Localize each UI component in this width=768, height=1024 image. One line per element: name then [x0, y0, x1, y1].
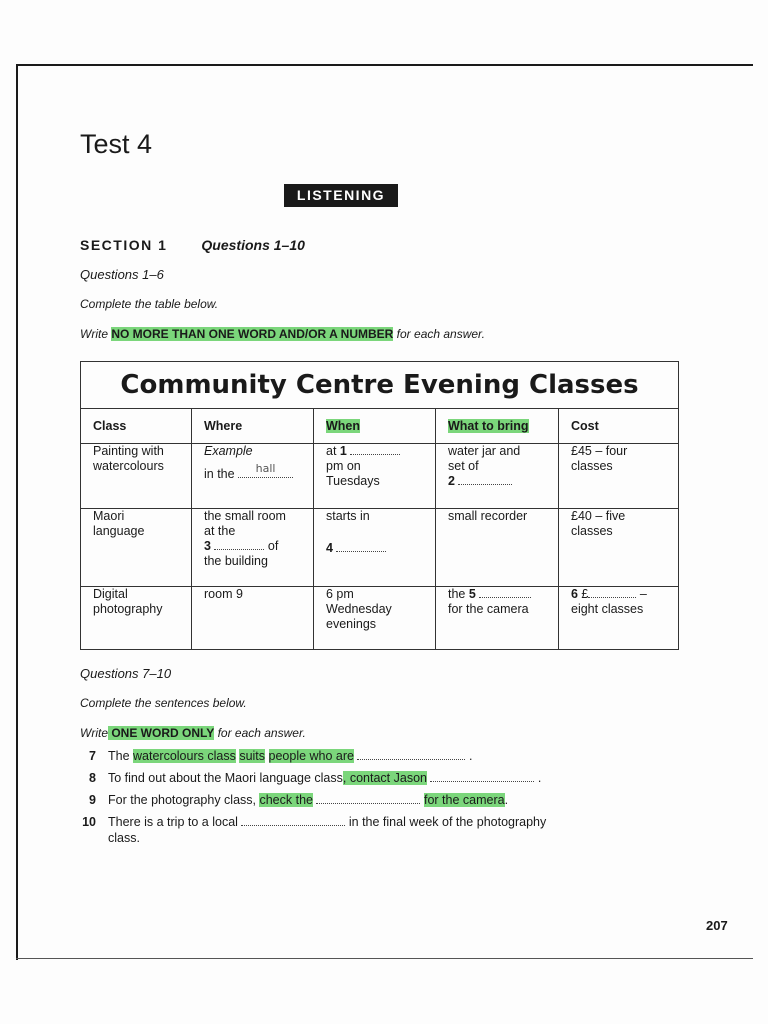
cell-text: in the: [204, 467, 239, 481]
cell-where: [192, 509, 314, 587]
write-pre: Write: [80, 726, 108, 740]
cell-bring: [436, 587, 559, 650]
cell-text: Tuesdays: [326, 474, 380, 488]
answer-blank: [214, 539, 264, 550]
header-when: [314, 409, 436, 444]
header-bring-text: What to bring: [448, 419, 529, 433]
write-post: for each answer.: [393, 327, 485, 341]
answer-blank: [241, 815, 345, 826]
cell-cost: [559, 444, 679, 509]
cell-text: £40 – five: [571, 509, 626, 523]
cell-text: starts in: [326, 509, 370, 523]
cell-text: for the camera: [448, 602, 529, 616]
handwritten-answer: hall: [255, 462, 276, 475]
header-where: Where: [192, 409, 314, 444]
cell-when: [314, 587, 436, 650]
header-what-to-bring: [436, 409, 559, 444]
cell-where: [192, 444, 314, 509]
cell-text: £: [577, 587, 589, 601]
cell-text: small recorder: [448, 509, 528, 523]
answer-blank: [350, 444, 400, 455]
answer-blank: [479, 587, 531, 598]
sentence-text: The: [108, 749, 134, 763]
sentence-text: .: [465, 749, 473, 763]
question-number: 6: [571, 587, 578, 601]
cell-text: watercolours: [93, 459, 164, 473]
cell-text: at the: [204, 524, 236, 538]
cell-text: £45 – four: [571, 444, 628, 458]
part2-write-instruction: [80, 726, 306, 740]
question-number: 2: [448, 474, 455, 488]
cell-text: set of: [448, 459, 479, 473]
write-highlight: NO MORE THAN ONE WORD AND/OR A NUMBER: [111, 327, 394, 341]
question-number: 1: [339, 444, 347, 458]
question-number: 8: [89, 771, 96, 785]
cell-class: [81, 444, 192, 509]
part1-questions: Questions 1–6: [80, 267, 164, 282]
header-when-text: When: [326, 419, 361, 433]
part2-instruction: Complete the sentences below.: [80, 696, 247, 710]
answer-blank: [357, 749, 465, 760]
highlighted-text: watercolours class: [133, 749, 236, 763]
listening-label: LISTENING: [284, 184, 398, 207]
sentence-text: in the final week of the photography: [345, 815, 547, 829]
write-pre: Write: [80, 327, 112, 341]
sentence-text: [265, 749, 268, 763]
question-number: 3: [204, 539, 211, 553]
top-border-line: [16, 64, 753, 66]
cell-text: Maori: [93, 509, 125, 523]
sentence-text: class.: [108, 831, 140, 845]
part1-instruction: Complete the table below.: [80, 297, 219, 311]
cell-cost: [559, 587, 679, 650]
cell-when: [314, 444, 436, 509]
answer-blank: [588, 587, 636, 598]
header-cost: Cost: [559, 409, 679, 444]
highlighted-text: , contact Jason: [342, 771, 427, 785]
question-number: 10: [82, 815, 96, 829]
cell-text: classes: [571, 524, 613, 538]
write-post: for each answer.: [214, 726, 306, 740]
cell-text: Wednesday: [326, 602, 392, 616]
cell-text: room 9: [204, 587, 243, 601]
cell-text: 6 pm: [326, 587, 354, 601]
answer-blank: [336, 541, 386, 552]
answer-blank: [238, 462, 293, 478]
cell-text: language: [93, 524, 145, 538]
cell-cost: [559, 509, 679, 587]
answer-blank: [316, 793, 420, 804]
cell-text: classes: [571, 459, 613, 473]
question-number: 4: [326, 541, 333, 555]
part2-questions: Questions 7–10: [80, 666, 172, 681]
cell-where: [192, 587, 314, 650]
answer-blank: [458, 474, 512, 485]
header-class: Class: [81, 409, 192, 444]
highlighted-text: people who are: [268, 749, 354, 763]
section-header: [80, 237, 305, 253]
part1-write-instruction: [80, 327, 485, 341]
table-row: [81, 444, 679, 509]
question-number: 7: [89, 749, 96, 763]
highlighted-text: check the: [259, 793, 313, 807]
bottom-border-line: [16, 958, 753, 959]
example-label: Example: [204, 444, 253, 458]
page-number: 207: [706, 918, 728, 933]
sentence-text: .: [504, 793, 509, 807]
cell-bring: [436, 509, 559, 587]
cell-text: Digital: [93, 587, 128, 601]
cell-class: [81, 587, 192, 650]
answer-blank: [430, 771, 534, 782]
cell-class: [81, 509, 192, 587]
left-border-line: [16, 64, 18, 960]
highlighted-text: suits: [239, 749, 266, 763]
table-header-row: [81, 409, 679, 444]
write-highlight: ONE WORD ONLY: [108, 726, 215, 740]
cell-text: photography: [93, 602, 163, 616]
sentence-text: For the photography class,: [108, 793, 260, 807]
sentence-text: There is a trip to a local: [108, 815, 242, 829]
table-row: [81, 509, 679, 587]
question-number: 9: [89, 793, 96, 807]
cell-text: eight classes: [571, 602, 644, 616]
cell-text: evenings: [326, 617, 377, 631]
section-label: SECTION 1: [80, 237, 168, 253]
cell-text: of: [264, 539, 279, 553]
sentence-text: To find out about the Maori language class: [108, 771, 343, 785]
cell-when: [314, 509, 436, 587]
cell-text: water jar and: [448, 444, 521, 458]
cell-bring: [436, 444, 559, 509]
highlighted-text: for the camera: [423, 793, 505, 807]
table-title: Community Centre Evening Classes: [81, 362, 679, 409]
cell-text: –: [636, 587, 647, 601]
cell-text: at: [326, 444, 340, 458]
question-number: 5: [468, 587, 476, 601]
cell-text: the building: [204, 554, 268, 568]
sentence-text: .: [534, 771, 542, 785]
test-title: Test 4: [80, 129, 153, 159]
section-questions: Questions 1–10: [201, 237, 305, 253]
cell-text: pm on: [326, 459, 361, 473]
table-row: [81, 587, 679, 650]
cell-text: the: [448, 587, 469, 601]
cell-text: Painting with: [93, 444, 164, 458]
cell-text: the small room: [204, 509, 286, 523]
classes-table: [80, 361, 679, 650]
